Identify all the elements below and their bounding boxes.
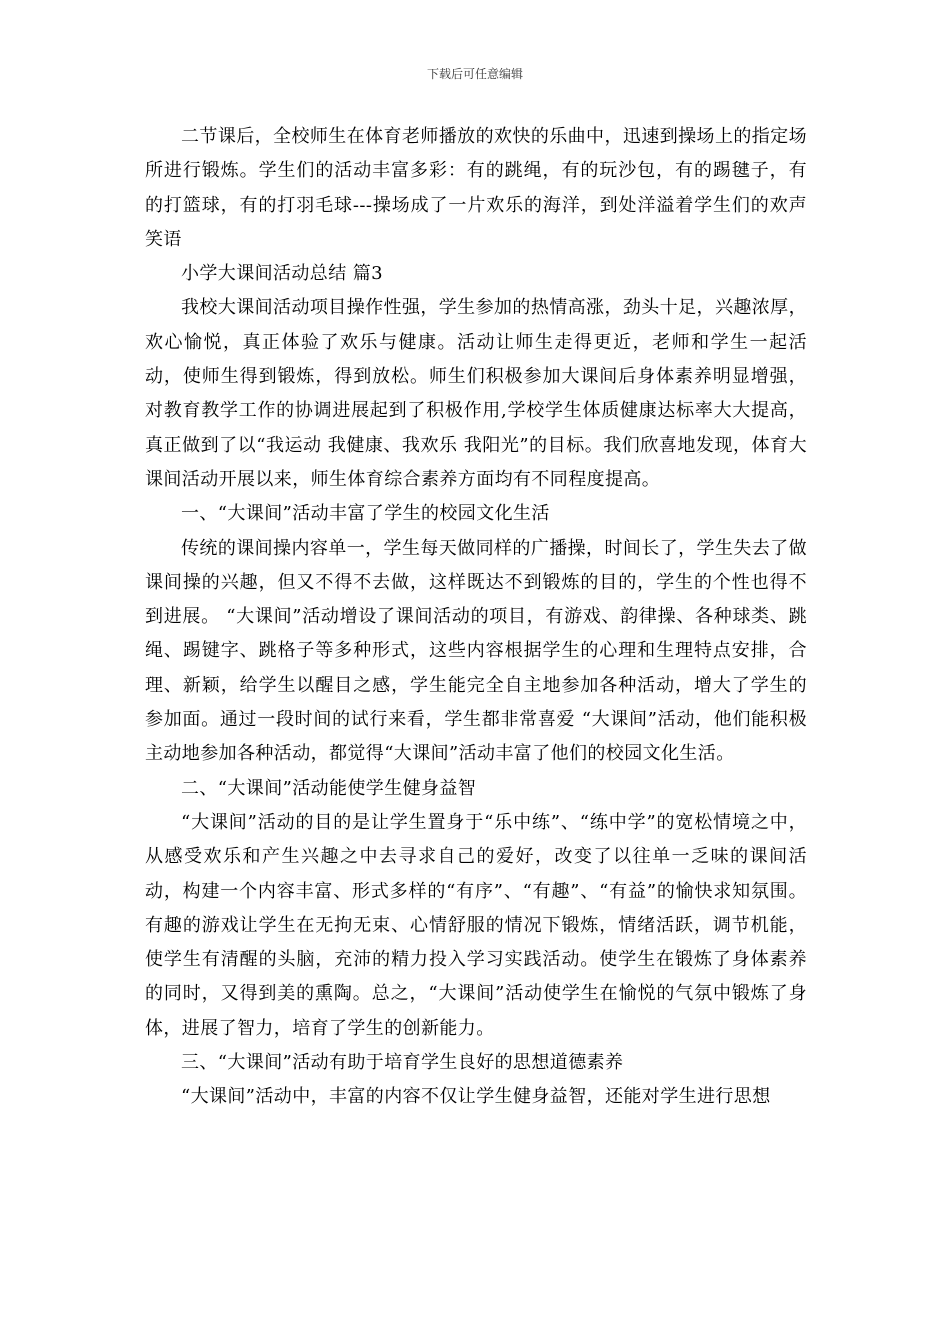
page-header-note: 下载后可任意编辑 — [426, 67, 523, 81]
subheading-two: 二、“大课间”活动能使学生健身益智 — [181, 777, 477, 799]
subheading-three: 三、“大课间”活动有助于培育学生良好的思想道德素养 — [181, 1052, 624, 1074]
paragraph-fitness-intellect: “大课间”活动的目的是让学生置身于“乐中练”、“练中学”的宽松情境之中，从感受欢乐和产生兴趣之中去寻求自己的爱好，改变了以往单一乏味的课间活动，构建一个内容丰富、形式多样的“有序”、“有趣”、“有益”的愉快求知氛围。有趣的游戏让学生在无拘无束、心情舒服的情况下锻炼，情绪活跃，调节机能，使学生有清醒的头脑，充沛的精力投入学习实践活动。使学生在锻炼了身体素养的同时，又得到美的熏陶。总之，“大课间”活动使学生在愉悦的气氛中锻炼了身体，进展了智力，培育了学生的创新能力。 — [145, 811, 807, 1039]
section-title-part3: 小学大课间活动总结 篇3 — [181, 263, 383, 285]
paragraph-summary-intro: 我校大课间活动项目操作性强，学生参加的热情高涨，劲头十足，兴趣浓厚，欢心愉悦，真正体验了欢乐与健康。活动让师生走得更近，老师和学生一起活动，使师生得到锻炼，得到放松。师生们积极参加大课间后身体素养明显增强，对教育教学工作的协调进展起到了积极作用,学校学生体质健康达标率大大提高，真正做到了以“我运动 我健康、我欢乐 我阳光”的目标。我们欣喜地发现，体育大课间活动开展以来，师生体育综合素养方面均有不同程度提高。 — [145, 297, 807, 490]
document-body — [145, 120, 807, 1115]
paragraph-campus-culture: 传统的课间操内容单一，学生每天做同样的广播操，时间长了，学生失去了做课间操的兴趣，但又不得不去做，这样既达不到锻炼的目的，学生的个性也得不到进展。 “大课间”活动增设了课间活动的项目，有游戏、韵律操、各种球类、跳绳、踢键字、跳格子等多种形式，这些内容根据学生的心理和生理特点安排，合理、新颖，给学生以醒目之感，学生能完全自主地参加各种活动，增大了学生的参加面。通过一段时间的试行来看，学生都非常喜爱 “大课间”活动，他们能积极主动地参加各种活动，都觉得“大课间”活动丰富了他们的校园文化生活。 — [145, 537, 807, 765]
subheading-one: 一、“大课间”活动丰富了学生的校园文化生活 — [181, 503, 550, 525]
paragraph-exercise-scene: 二节课后，全校师生在体育老师播放的欢快的乐曲中，迅速到操场上的指定场所进行锻炼。学生们的活动丰富多彩：有的跳绳，有的玩沙包，有的踢毽子，有的打篮球，有的打羽毛球---操场成了一片欢乐的海洋，到处洋溢着学生们的欢声笑语 — [145, 126, 807, 250]
paragraph-moral-education: “大课间”活动中，丰富的内容不仅让学生健身益智，还能对学生进行思想 — [181, 1086, 771, 1108]
